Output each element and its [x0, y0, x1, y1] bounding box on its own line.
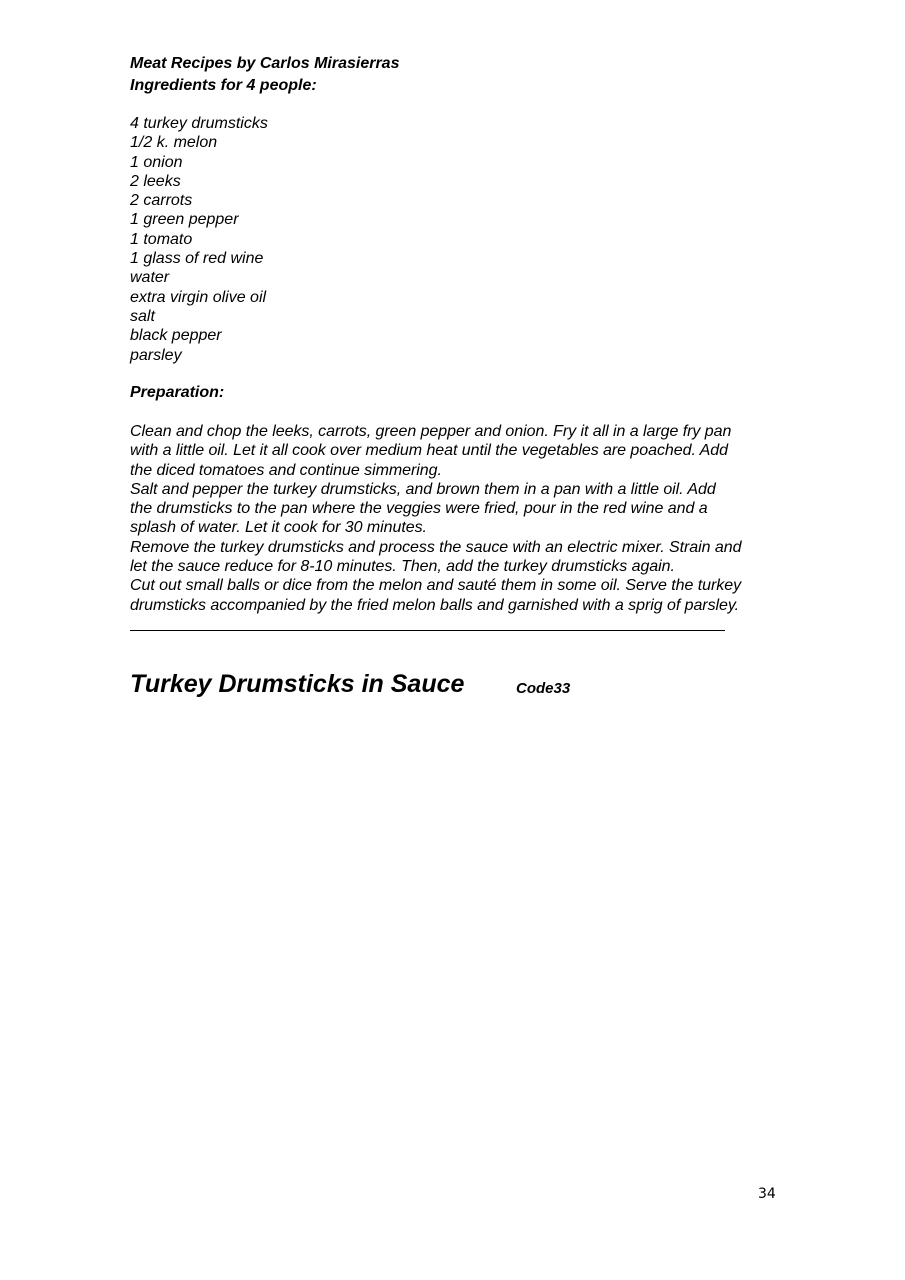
- page-number: 34: [758, 1186, 776, 1202]
- ingredients-heading: Ingredients for 4 people:: [130, 77, 317, 94]
- ingredient-item: 2 leeks: [130, 172, 181, 190]
- preparation-line: with a little oil. Let it all cook over medium heat until the vegetables are poached. Add: [130, 442, 728, 460]
- ingredient-item: 1/2 k. melon: [130, 134, 218, 152]
- divider-line: [130, 630, 725, 631]
- preparation-line: the diced tomatoes and continue simmering.: [130, 461, 442, 479]
- preparation-heading: Preparation:: [130, 384, 225, 401]
- ingredient-item: extra virgin olive oil: [130, 288, 267, 306]
- ingredient-item: 1 green pepper: [130, 211, 239, 229]
- recipe-title: Turkey Drumsticks in Sauce: [130, 670, 465, 698]
- preparation-line: Clean and chop the leeks, carrots, green pepper and onion. Fry it all in a large fry pan: [130, 423, 732, 440]
- ingredient-item: 1 glass of red wine: [130, 250, 264, 268]
- ingredients-list: [130, 114, 268, 365]
- preparation-text: [130, 422, 780, 615]
- ingredient-item: salt: [130, 307, 155, 325]
- preparation-line: splash of water. Let it cook for 30 minutes.: [130, 519, 427, 537]
- preparation-line: let the sauce reduce for 8-10 minutes. Then, add the turkey drumsticks again.: [130, 558, 675, 576]
- ingredient-item: parsley: [130, 346, 182, 364]
- ingredient-item: 1 onion: [130, 153, 183, 171]
- ingredient-item: 2 carrots: [130, 192, 193, 210]
- ingredient-item: 4 turkey drumsticks: [130, 115, 268, 132]
- preparation-line: drumsticks accompanied by the fried melon balls and garnished with a sprig of parsley.: [130, 596, 740, 614]
- book-author-line: Meat Recipes by Carlos Mirasierras: [130, 55, 400, 72]
- recipe-code: Code33: [516, 680, 571, 697]
- preparation-line: the drumsticks to the pan where the veggies were fried, pour in the red wine and a: [130, 500, 708, 518]
- preparation-line: Salt and pepper the turkey drumsticks, and brown them in a pan with a little oil. Add: [130, 480, 716, 498]
- ingredient-item: 1 tomato: [130, 230, 193, 248]
- ingredient-item: water: [130, 269, 170, 287]
- preparation-line: Remove the turkey drumsticks and process the sauce with an electric mixer. Strain and: [130, 538, 742, 556]
- ingredient-item: black pepper: [130, 327, 222, 345]
- preparation-line: Cut out small balls or dice from the melon and sauté them in some oil. Serve the turkey: [130, 577, 742, 595]
